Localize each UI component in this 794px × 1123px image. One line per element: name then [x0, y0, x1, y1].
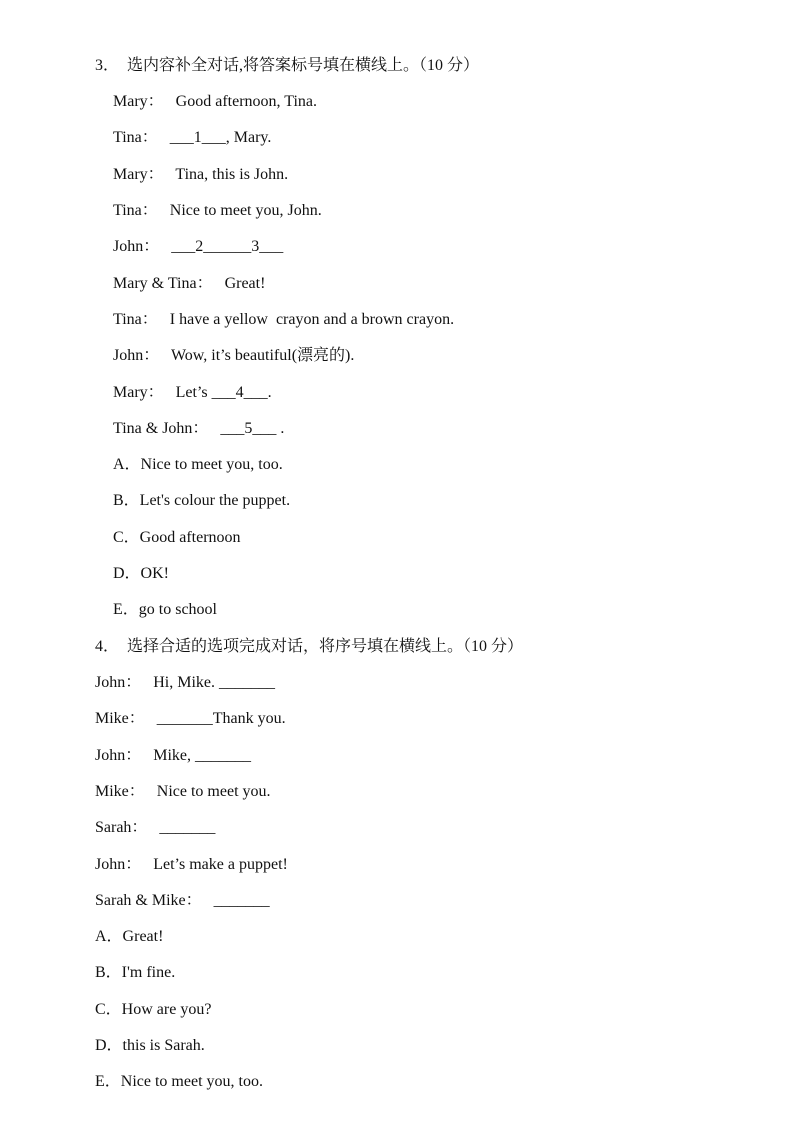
- q3-option-d: D．OK!: [113, 565, 169, 582]
- q4-dialogue-line-3: John： Mike, _______: [95, 747, 252, 764]
- q3-dialogue-line-2: Tina： ___1___, Mary.: [113, 129, 272, 146]
- q3-option-a: A．Nice to meet you, too.: [113, 456, 283, 473]
- q4-option-d: D．this is Sarah.: [95, 1037, 205, 1054]
- q3-option-e: E．go to school: [113, 601, 217, 618]
- q3-dialogue-line-8: John： Wow, it’s beautiful(漂亮的).: [113, 347, 355, 364]
- q4-option-e: E．Nice to meet you, too.: [95, 1073, 263, 1090]
- q3-dialogue-line-6: Mary & Tina： Great!: [113, 275, 266, 292]
- question-3-heading: 3． 选内容补全对话,将答案标号填在横线上。（10 分）: [95, 57, 480, 74]
- q3-dialogue-line-1: Mary： Good afternoon, Tina.: [113, 93, 317, 110]
- q3-option-c: C．Good afternoon: [113, 529, 241, 546]
- q3-dialogue-line-10: Tina & John： ___5___ .: [113, 420, 285, 437]
- q4-dialogue-line-1: John： Hi, Mike. _______: [95, 674, 276, 691]
- q3-dialogue-line-4: Tina： Nice to meet you, John.: [113, 202, 322, 219]
- q4-option-a: A．Great!: [95, 928, 164, 945]
- q3-dialogue-line-3: Mary： Tina, this is John.: [113, 166, 289, 183]
- q4-dialogue-line-6: John： Let’s make a puppet!: [95, 856, 288, 873]
- question-4-heading: 4． 选择合适的选项完成对话，将序号填在横线上。（10 分）: [95, 638, 524, 655]
- q3-dialogue-line-9: Mary： Let’s ___4___.: [113, 384, 272, 401]
- q3-dialogue-line-5: John： ___2______3___: [113, 238, 284, 255]
- q4-dialogue-line-4: Mike： Nice to meet you.: [95, 783, 271, 800]
- q4-option-c: C．How are you?: [95, 1001, 212, 1018]
- q4-dialogue-line-2: Mike： _______Thank you.: [95, 710, 286, 727]
- q4-option-b: B．I'm fine.: [95, 964, 176, 981]
- q4-dialogue-line-7: Sarah & Mike： _______: [95, 892, 270, 909]
- q3-option-b: B．Let's colour the puppet.: [113, 492, 291, 509]
- q4-dialogue-line-5: Sarah： _______: [95, 819, 216, 836]
- q3-dialogue-line-7: Tina： I have a yellow crayon and a brown crayon.: [113, 311, 455, 328]
